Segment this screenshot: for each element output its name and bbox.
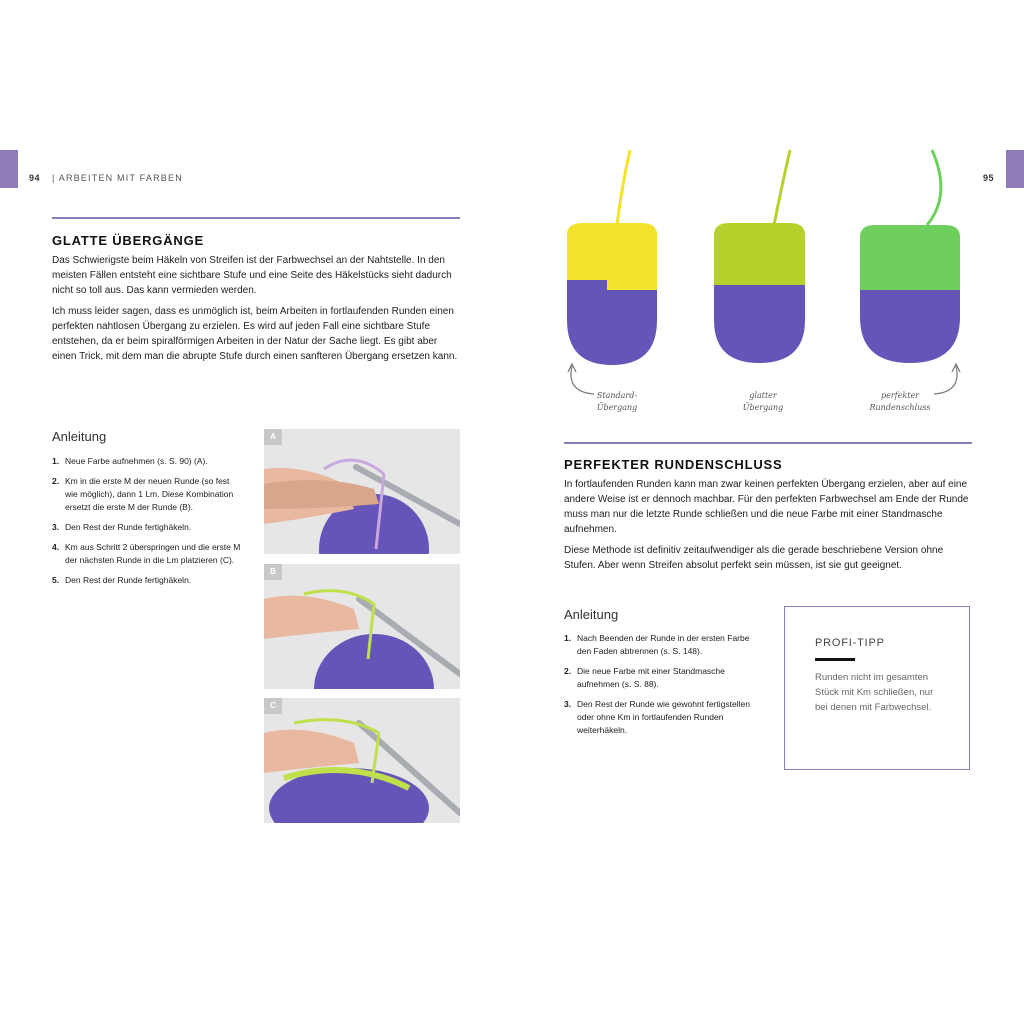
step-text: Den Rest der Runde fertighäkeln. — [65, 522, 192, 532]
list-item — [52, 574, 242, 587]
photo-label: B — [264, 564, 282, 580]
tip-title: PROFI-TIPP — [815, 637, 885, 649]
intro-text-left — [52, 253, 460, 370]
photo-label: C — [264, 698, 282, 714]
list-item — [564, 665, 754, 691]
caption-glatter — [723, 390, 803, 414]
page-tab-right — [1006, 150, 1024, 188]
amigurumi-bottom — [567, 290, 657, 365]
list-item — [52, 521, 242, 534]
amigurumi-top — [714, 223, 805, 295]
tip-text: Runden nicht im gesamten Stück mit Km schließen, nur bei denen mit Farbwechsel. — [815, 672, 934, 713]
crochet-hook-illustration — [264, 698, 460, 823]
page-number-right: 95 — [983, 173, 995, 183]
amigurumi-comparison-photo — [552, 145, 972, 375]
caption-line: Übergang — [596, 403, 638, 412]
step-number: 3. — [564, 699, 572, 709]
step-text: Km in die erste M der neuen Runde (so fest wie möglich), dann 1 Lm. Diese Kombination ersetzt die erste M der Runde (B). — [65, 476, 234, 512]
step-number: 2. — [564, 666, 572, 676]
caption-line: Standard- — [596, 391, 638, 400]
list-item — [52, 541, 242, 567]
photo-label: A — [264, 429, 282, 445]
step-text: Den Rest der Runde wie gewohnt fertigstellen oder ohne Km in fortlaufenden Runden weiterhäkeln. — [577, 699, 750, 735]
step-photo-a — [264, 429, 460, 554]
amigurumi-bottom — [714, 285, 805, 363]
section-rule-right — [564, 442, 972, 444]
step-number: 1. — [564, 633, 572, 643]
step-number: 4. — [52, 542, 60, 552]
section-title-perfekter: PERFEKTER RUNDENSCHLUSS — [564, 457, 783, 472]
pro-tip-box — [784, 606, 970, 770]
step-text: Den Rest der Runde fertighäkeln. — [65, 575, 192, 585]
step-number: 5. — [52, 575, 60, 585]
step-photo-c — [264, 698, 460, 823]
step-text: Neue Farbe aufnehmen (s. S. 90) (A). — [65, 456, 208, 466]
list-item — [564, 698, 754, 737]
step-text: Nach Beenden der Runde in der ersten Farbe den Faden abtrennen (s. S. 148). — [577, 633, 750, 656]
paragraph: Diese Methode ist definitiv zeitaufwendiger als die gerade beschriebene Version ohne Stufen. Aber wenn Streifen absolut perfekt sein müssen, ist sie gut geeignet. — [564, 545, 944, 571]
crochet-hook-illustration — [264, 429, 460, 554]
caption-perfekter — [860, 390, 940, 414]
crochet-hook-illustration — [264, 564, 460, 689]
page-tab-left — [0, 150, 18, 188]
step-number: 3. — [52, 522, 60, 532]
yarn-tail — [774, 150, 790, 225]
amigurumi-top — [860, 225, 960, 290]
caption-standard — [577, 390, 657, 414]
intro-text-right — [564, 477, 972, 579]
caption-line: glatter — [749, 391, 777, 400]
tip-underline — [815, 658, 855, 661]
list-item — [564, 632, 754, 658]
instructions-title-left: Anleitung — [52, 429, 107, 444]
yarn-tail — [927, 150, 941, 225]
step-number: 1. — [52, 456, 60, 466]
instruction-list-left — [52, 455, 242, 594]
list-item — [52, 455, 242, 468]
step-text: Die neue Farbe mit einer Standmasche aufnehmen (s. S. 88). — [577, 666, 725, 689]
page-number-left: 94 — [29, 173, 41, 183]
step-text: Km aus Schritt 2 überspringen und die erste M der nächsten Runde in die Lm platzieren (C). — [65, 542, 241, 565]
yarn-tail — [617, 150, 630, 225]
instructions-title-right: Anleitung — [564, 607, 619, 622]
step-number: 2. — [52, 476, 60, 486]
section-rule-left — [52, 217, 460, 219]
paragraph: In fortlaufenden Runden kann man zwar keinen perfekten Übergang erzielen, aber auf eine andere Weise ist er dennoch machbar. Für den perfekten Farbwechsel am Ende der Runde muss man nur die letzte Runde schließen und die neue Farbe mit einer Standmasche aufnehmen. — [564, 479, 969, 535]
paragraph: Das Schwierigste beim Häkeln von Streifen ist der Farbwechsel an der Nahtstelle. In den meisten Fällen entsteht eine sichtbare Stufe und eine Seite des Häkelstücks sieht dadurch nicht so toll aus. Das kann vermieden werden. — [52, 255, 452, 296]
caption-line: Rundenschluss — [869, 403, 931, 412]
list-item — [52, 475, 242, 514]
instruction-list-right — [564, 632, 754, 744]
caption-line: perfekter — [881, 391, 919, 400]
step-photo-b — [264, 564, 460, 689]
paragraph: Ich muss leider sagen, dass es unmöglich ist, beim Arbeiten in fortlaufenden Runden einen perfekten nahtlosen Übergang zu erzielen. Es wird auf jeden Fall eine sichtbare Stufe entstehen, da er beim spiralförmigen Arbeiten in der Natur der Sache liegt. Es gibt aber einen Trick, mit dem man die abrupte Stufe durch einen sanfteren Übergang ersetzen kann. — [52, 306, 458, 362]
section-title-glatte: GLATTE ÜBERGÄNGE — [52, 233, 204, 248]
running-head: | ARBEITEN MIT FARBEN — [52, 173, 183, 183]
caption-line: Übergang — [742, 403, 784, 412]
amigurumi-bottom — [860, 290, 960, 363]
